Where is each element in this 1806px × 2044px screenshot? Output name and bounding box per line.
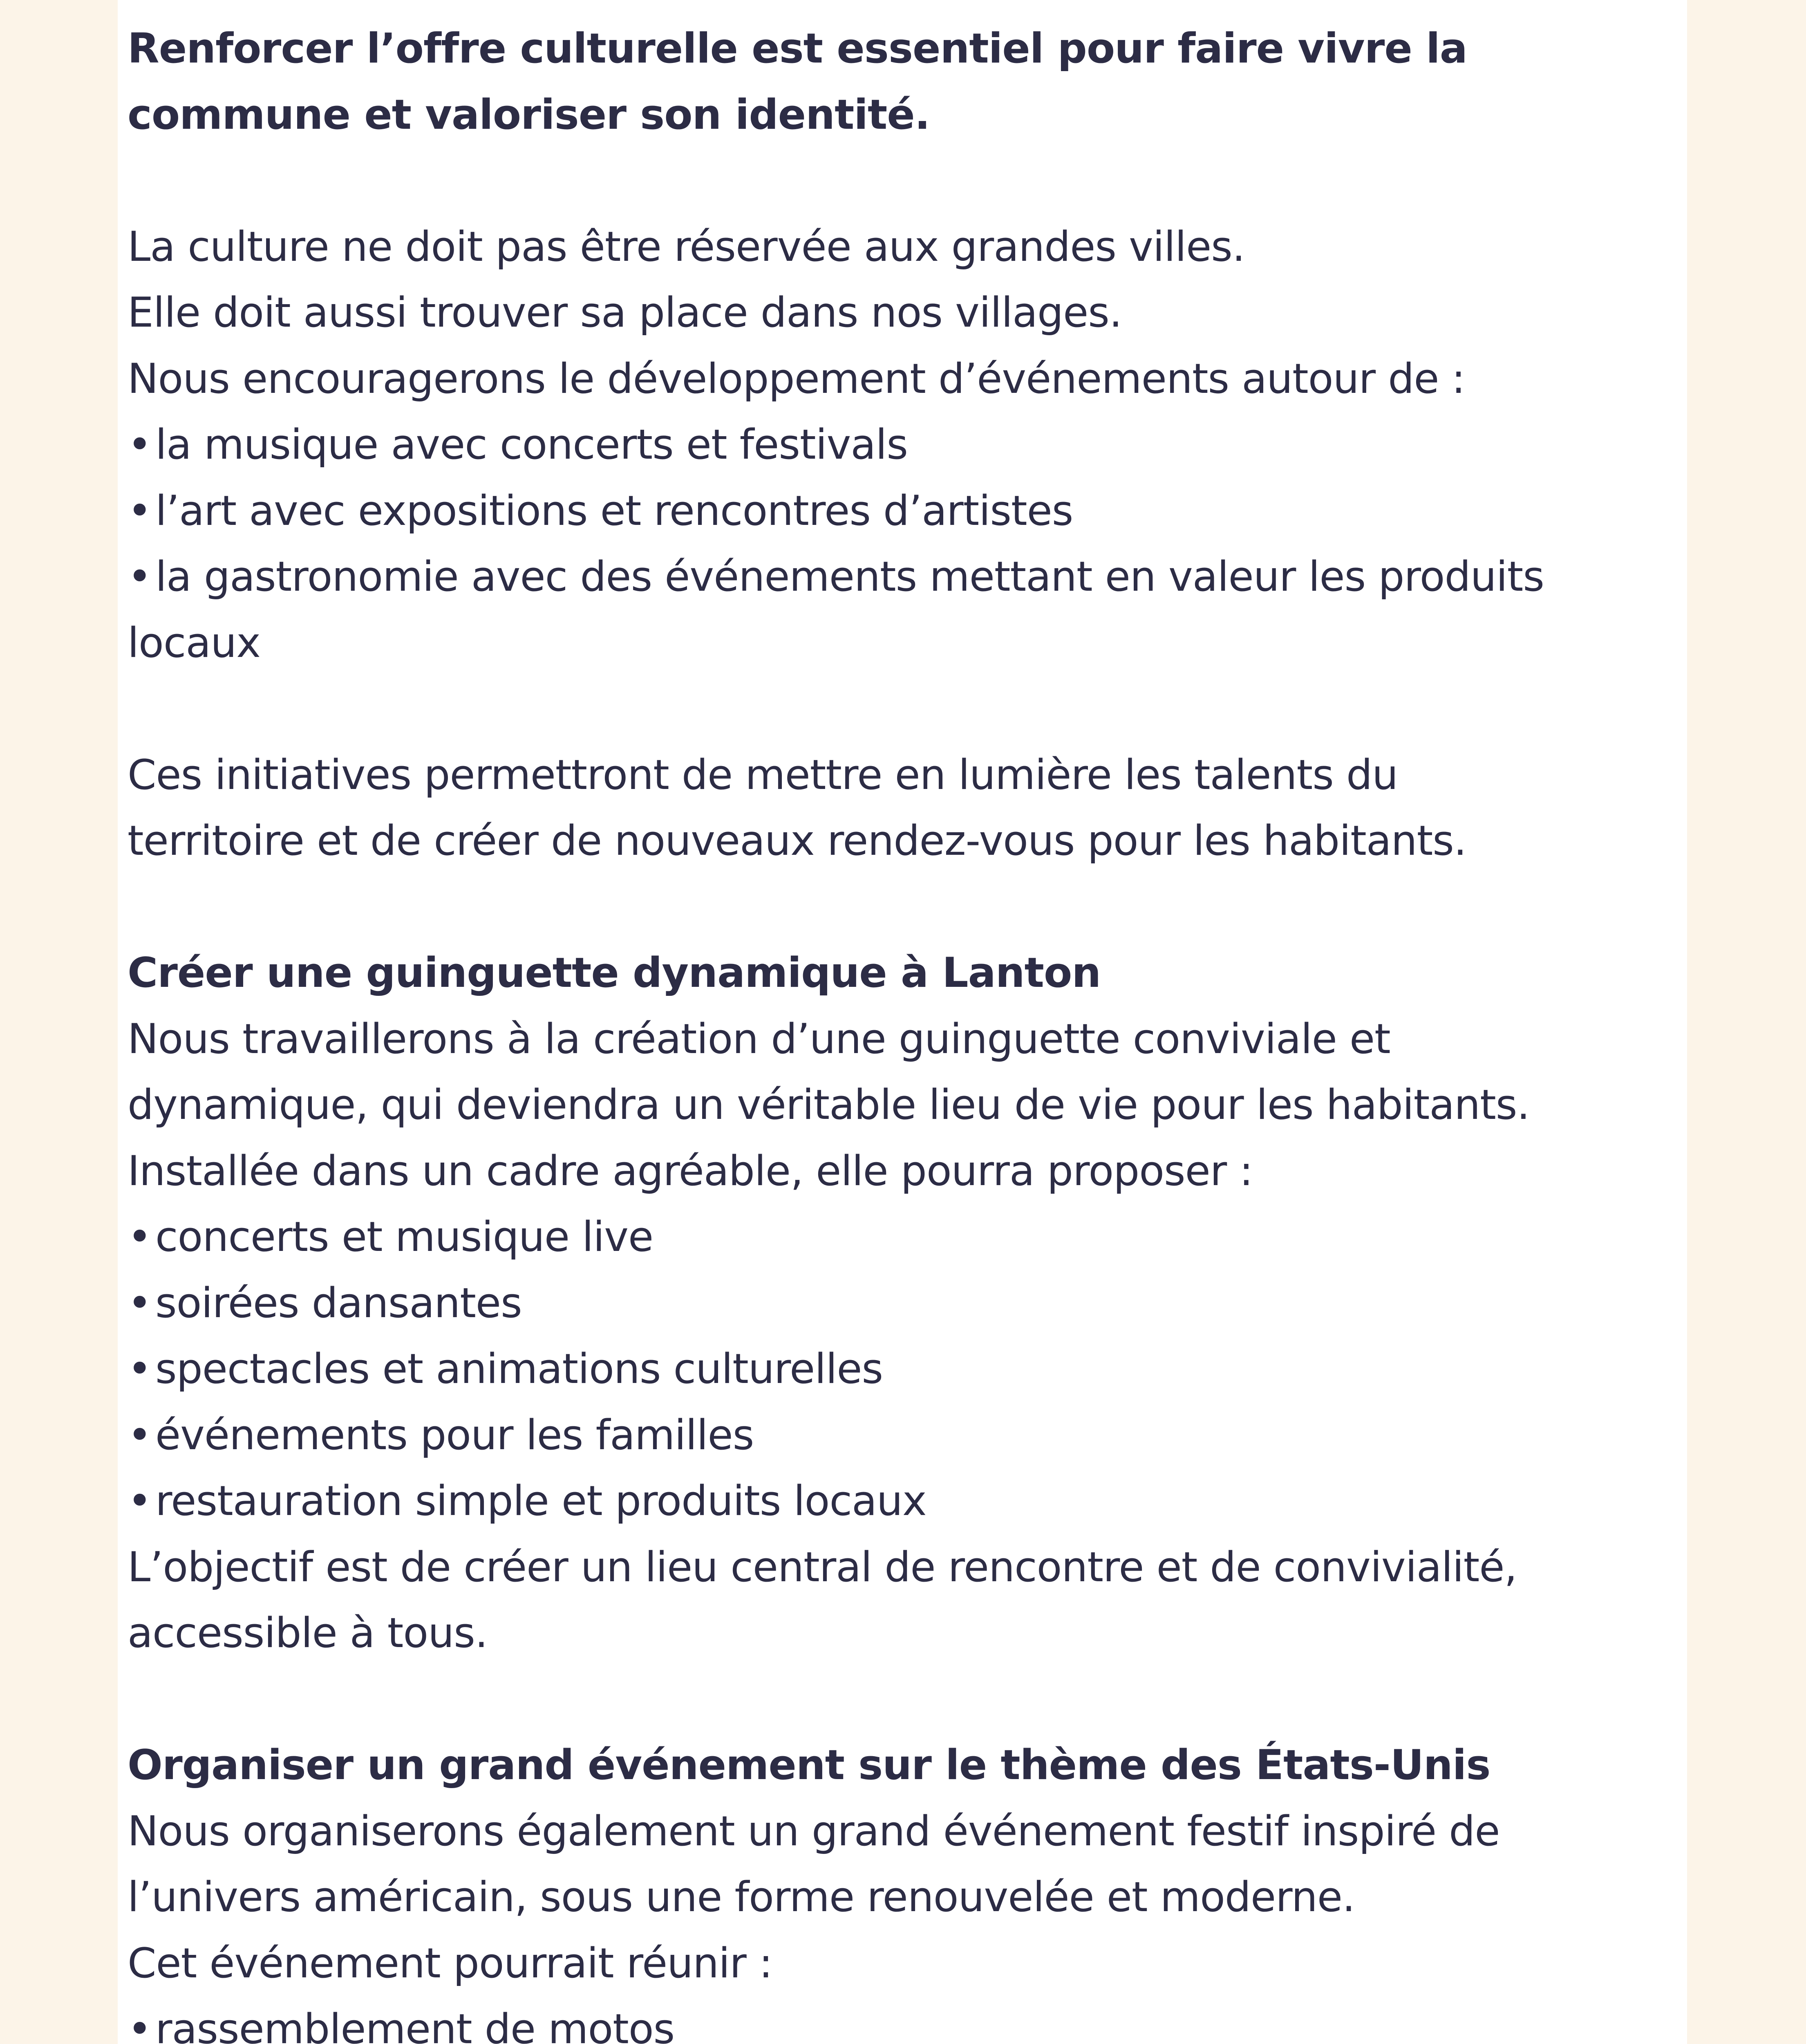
guinguette-closing-line: L’objectif est de créer un lieu central de rencontre et de convivialité, (128, 1542, 1517, 1591)
section-heading: Créer une guinguette dynamique à Lanton (128, 948, 1101, 997)
intro-line: commune et valoriser son identité. (128, 90, 930, 139)
document-content (128, 16, 1672, 2044)
bullet-icon: • (128, 1278, 152, 1327)
paragraph-gap (128, 874, 1672, 940)
bullet-icon: • (128, 1477, 152, 1525)
paragraph-gap (128, 1666, 1672, 1732)
list-item-text: la gastronomie avec des événements mettant en valeur les produits (155, 552, 1544, 601)
list-item-text: spectacles et animations culturelles (155, 1345, 883, 1393)
bullet-icon: • (128, 552, 152, 601)
list-item-text: rassemblement de motos (155, 2005, 675, 2044)
document-page (118, 0, 1687, 2044)
bullet-icon: • (128, 486, 152, 535)
paragraph-gap (128, 676, 1672, 742)
list-item (128, 1402, 1672, 1468)
list-item-text: concerts et musique live (155, 1213, 653, 1261)
list-item-text: la musique avec concerts et festivals (155, 420, 908, 468)
culture-line: Nous encouragerons le développement d’événements autour de : (128, 354, 1465, 403)
culture-closing-line: Ces initiatives permettront de mettre en lumière les talents du (128, 750, 1398, 799)
guinguette-line: dynamique, qui deviendra un véritable lieu de vie pour les habitants. (128, 1080, 1530, 1129)
intro-paragraph (128, 16, 1672, 148)
paragraph-gap (128, 148, 1672, 214)
list-item (128, 1270, 1672, 1336)
culture-line: Elle doit aussi trouver sa place dans nos villages. (128, 288, 1122, 336)
culture-line: La culture ne doit pas être réservée aux grandes villes. (128, 222, 1245, 271)
bullet-icon: • (128, 2005, 152, 2044)
usa-event-line: Cet événement pourrait réunir : (128, 1939, 772, 1987)
bullet-icon: • (128, 420, 152, 468)
bullet-icon: • (128, 1213, 152, 1261)
bullet-icon: • (128, 1410, 152, 1459)
list-item-text: événements pour les familles (155, 1410, 754, 1459)
section-heading: Organiser un grand événement sur le thème des États-Unis (128, 1741, 1490, 1789)
list-item (128, 478, 1672, 544)
list-item (128, 544, 1672, 610)
list-item (128, 1204, 1672, 1270)
list-item-continuation: locaux (128, 618, 261, 667)
guinguette-line: Installée dans un cadre agréable, elle pourra proposer : (128, 1146, 1253, 1195)
culture-closing-line: territoire et de créer de nouveaux rendez-vous pour les habitants. (128, 816, 1467, 865)
guinguette-closing-line: accessible à tous. (128, 1609, 488, 1657)
guinguette-line: Nous travaillerons à la création d’une guinguette conviviale et (128, 1014, 1390, 1063)
list-item-text: l’art avec expositions et rencontres d’artistes (155, 486, 1073, 535)
usa-event-line: l’univers américain, sous une forme renouvelée et moderne. (128, 1873, 1355, 1921)
guinguette-section (128, 940, 1672, 1666)
intro-line: Renforcer l’offre culturelle est essentiel pour faire vivre la (128, 24, 1467, 72)
list-item-text: soirées dansantes (155, 1278, 522, 1327)
list-item (128, 412, 1672, 478)
list-item-text: restauration simple et produits locaux (155, 1477, 926, 1525)
list-item (128, 1468, 1672, 1534)
usa-event-section (128, 1732, 1672, 2044)
bullet-icon: • (128, 1345, 152, 1393)
list-item (128, 1336, 1672, 1402)
usa-event-line: Nous organiserons également un grand événement festif inspiré de (128, 1806, 1500, 1855)
culture-section (128, 214, 1672, 874)
list-item (128, 1996, 1672, 2044)
